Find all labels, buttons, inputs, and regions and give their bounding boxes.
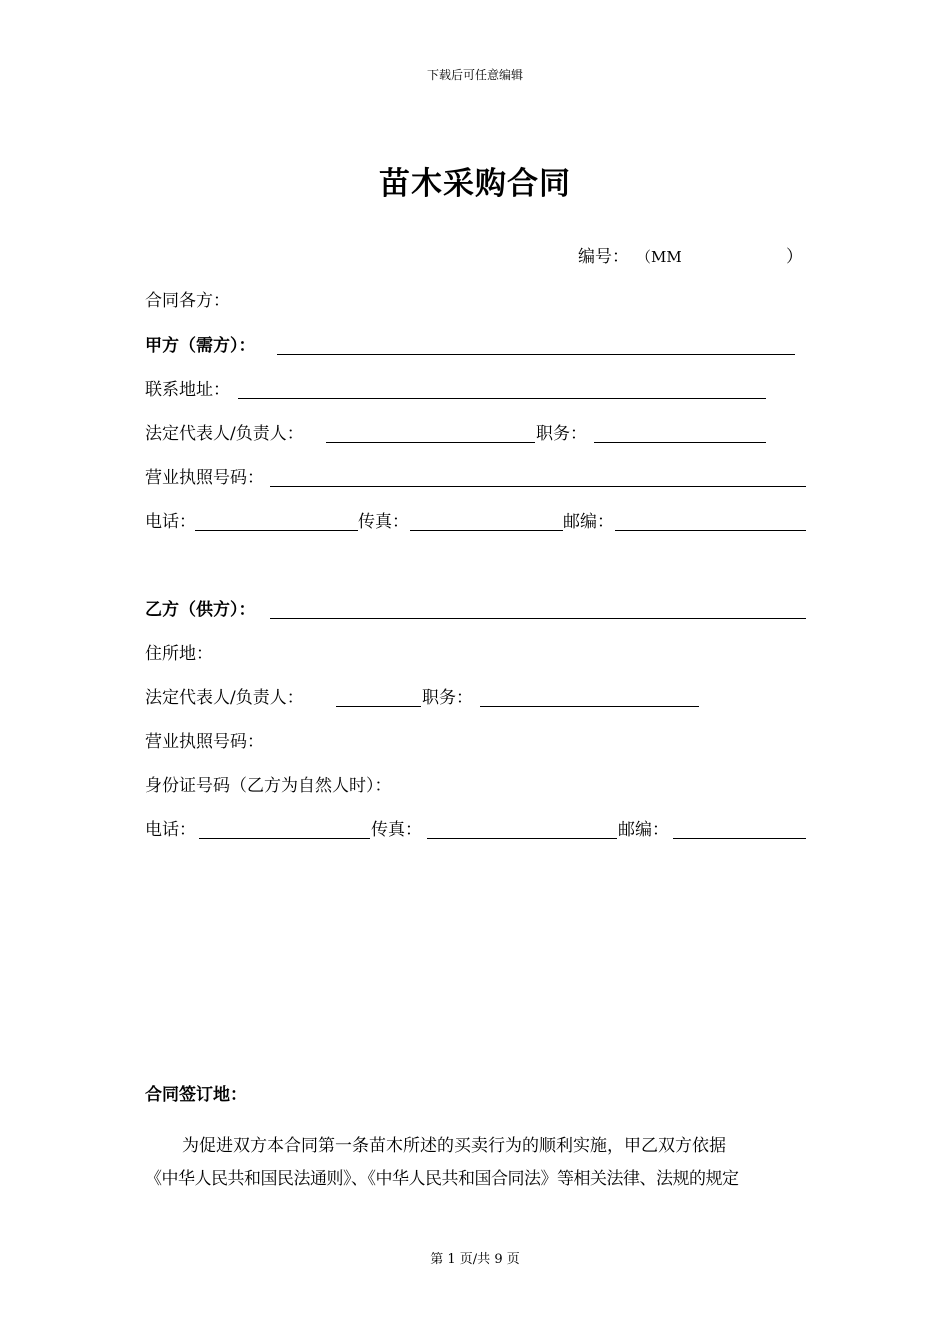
- party-a-position-blank[interactable]: [594, 442, 766, 443]
- party-a-postcode-blank[interactable]: [615, 530, 806, 531]
- party-b-name-label: 乙方（供方）：: [145, 600, 256, 620]
- party-a-position-label: 职务：: [536, 424, 587, 444]
- party-a-fax-blank[interactable]: [410, 530, 563, 531]
- party-a-phone-blank[interactable]: [195, 530, 358, 531]
- party-b-rep-label: 法定代表人/负责人：: [145, 688, 304, 708]
- party-b-name-blank[interactable]: [270, 618, 806, 619]
- parties-label: 合同各方：: [145, 291, 230, 311]
- signing-place-label: 合同签订地：: [145, 1085, 247, 1105]
- party-b-fax-label: 传真：: [371, 820, 422, 840]
- party-b-residence-label: 住所地：: [145, 644, 213, 664]
- body-paragraph-line-2: 《中华人民共和国民法通则》、《中华人民共和国合同法》等相关法律、法规的规定: [145, 1169, 739, 1189]
- party-b-postcode-label: 邮编：: [618, 820, 669, 840]
- party-a-fax-label: 传真：: [358, 512, 409, 532]
- party-a-name-label: 甲方（需方）：: [145, 336, 256, 356]
- contract-number-close: ）: [786, 247, 803, 267]
- party-b-position-label: 职务：: [422, 688, 473, 708]
- party-b-rep-blank[interactable]: [336, 706, 421, 707]
- party-a-address-blank[interactable]: [238, 398, 766, 399]
- contract-number-prefix: （MM: [636, 248, 682, 266]
- party-b-postcode-blank[interactable]: [673, 838, 806, 839]
- party-b-fax-blank[interactable]: [427, 838, 617, 839]
- party-b-phone-blank[interactable]: [199, 838, 370, 839]
- party-b-phone-label: 电话：: [145, 820, 196, 840]
- party-a-name-blank[interactable]: [277, 354, 795, 355]
- party-a-postcode-label: 邮编：: [563, 512, 614, 532]
- page-header-note: 下载后可任意编辑: [426, 68, 523, 82]
- party-a-rep-label: 法定代表人/负责人：: [145, 424, 304, 444]
- party-a-address-label: 联系地址：: [145, 380, 230, 400]
- party-a-phone-label: 电话：: [145, 512, 196, 532]
- contract-number-label: 编号：: [578, 247, 629, 267]
- body-paragraph-line-1: 为促进双方本合同第一条苗木所述的买卖行为的顺利实施，甲乙双方依据: [182, 1136, 726, 1156]
- page-number: 第 1 页/共 9 页: [430, 1252, 520, 1267]
- contract-title: 苗木采购合同: [379, 166, 571, 202]
- party-a-rep-blank[interactable]: [326, 442, 535, 443]
- party-a-license-label: 营业执照号码：: [145, 468, 264, 488]
- party-b-id-label: 身份证号码（乙方为自然人时）：: [145, 776, 392, 796]
- party-a-license-blank[interactable]: [270, 486, 806, 487]
- party-b-position-blank[interactable]: [480, 706, 699, 707]
- party-b-license-label: 营业执照号码：: [145, 732, 264, 752]
